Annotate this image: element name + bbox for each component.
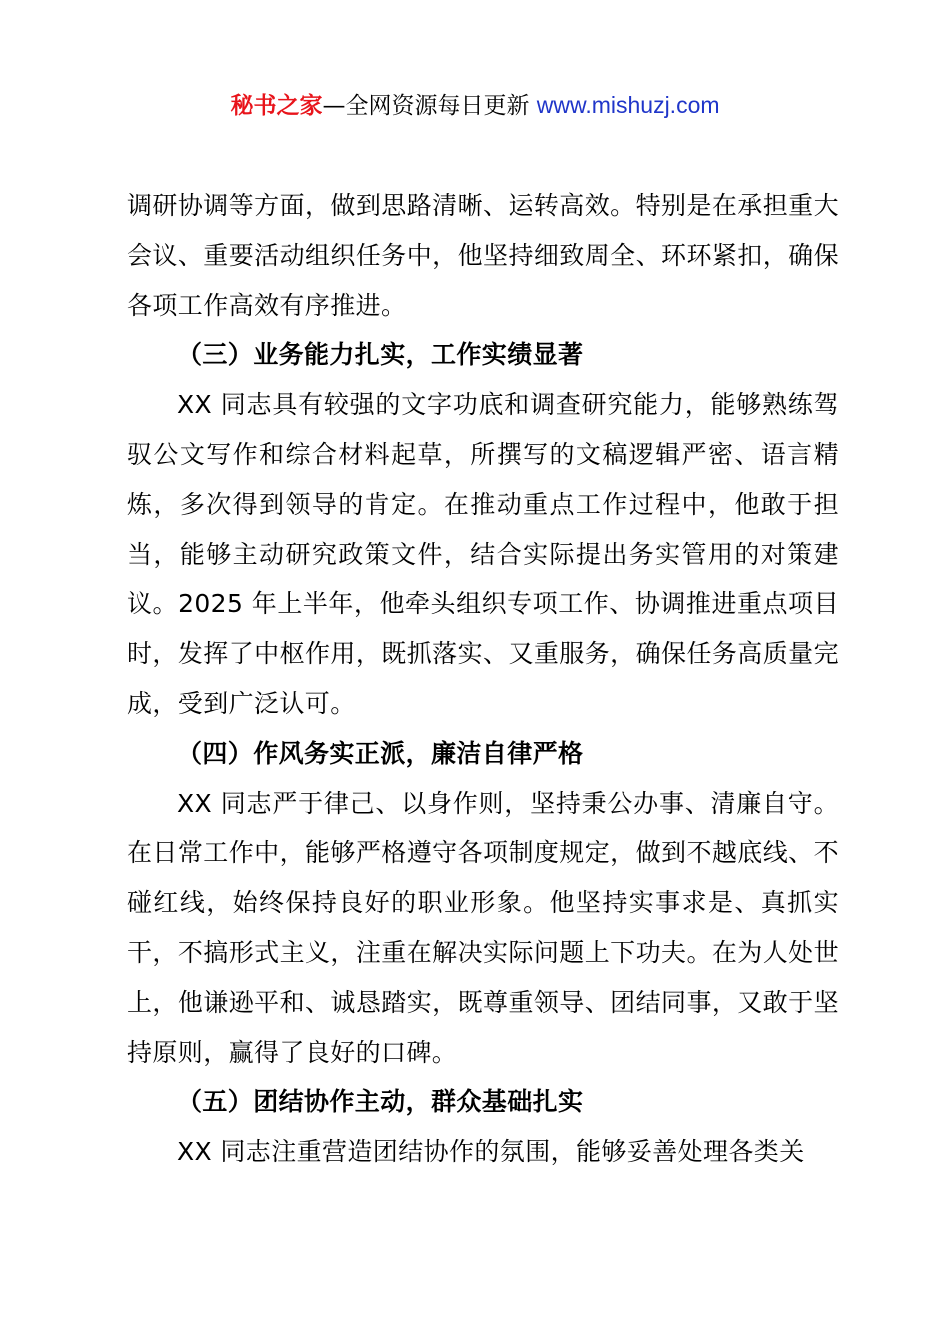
section-heading-3: （三）业务能力扎实，工作实绩显著 <box>177 340 584 370</box>
page-header <box>0 88 950 123</box>
document-body <box>127 181 839 1177</box>
header-tagline: —全网资源每日更新 <box>322 93 530 119</box>
paragraph-business-ability: XX 同志具有较强的文字功底和调查研究能力，能够熟练驾驭公文写作和综合材料起草，所撰写的文稿逻辑严密、语言精炼，多次得到领导的肯定。在推动重点工作过程中，他敢于担当，能够主动研究政策文件，结合实际提出务实管用的对策建议。2025 年上半年，他牵头组织专项工作、协调推进重点项目时，发挥了中枢作用，既抓落实、又重服务，确保任务高质量完成，受到广泛认可。 <box>127 390 839 718</box>
site-url-link[interactable]: www.mishuzj.com <box>536 92 720 118</box>
section-heading-5: （五）团结协作主动，群众基础扎实 <box>177 1087 584 1117</box>
section-heading-4: （四）作风务实正派，廉洁自律严格 <box>177 738 584 768</box>
paragraph-continued: 调研协调等方面，做到思路清晰、运转高效。特别是在承担重大会议、重要活动组织任务中，他坚持细致周全、环环紧扣，确保各项工作高效有序推进。 <box>127 191 839 320</box>
paragraph-teamwork: XX 同志注重营造团结协作的氛围，能够妥善处理各类关 <box>177 1137 805 1167</box>
paragraph-work-style: XX 同志严于律己、以身作则，坚持秉公办事、清廉自守。在日常工作中，能够严格遵守各项制度规定，做到不越底线、不碰红线，始终保持良好的职业形象。他坚持实事求是、真抓实干，不搞形式主义，注重在解决实际问题上下功夫。在为人处世上，他谦逊平和、诚恳踏实，既尊重领导、团结同事，又敢于坚持原则，赢得了良好的口碑。 <box>127 788 839 1067</box>
brand-name: 秘书之家 <box>230 93 323 119</box>
